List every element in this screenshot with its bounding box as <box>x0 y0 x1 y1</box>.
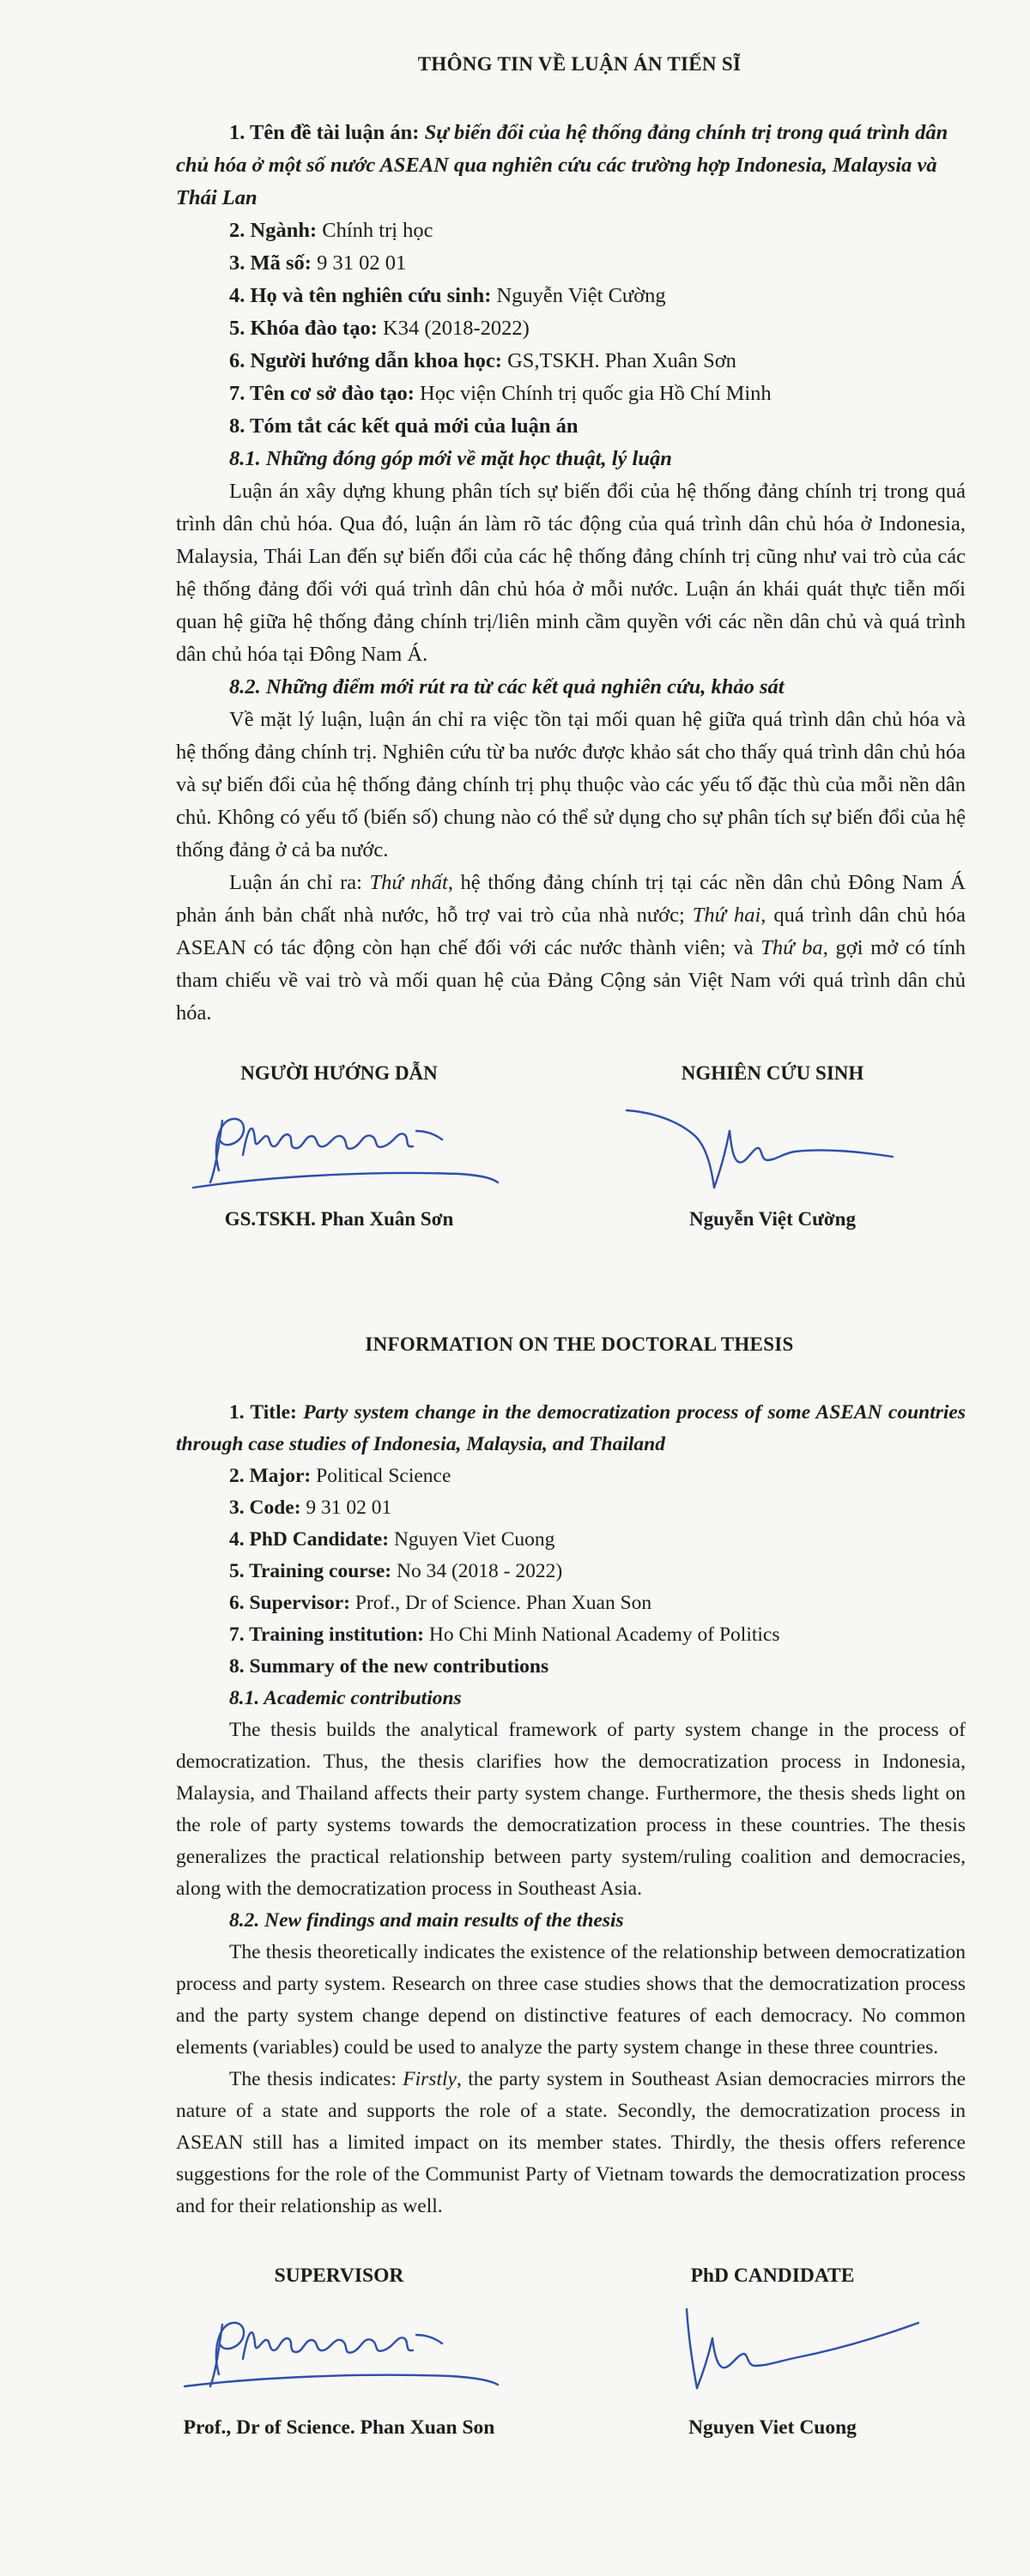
vn-supervisor-signature <box>159 1086 519 1206</box>
vn-item-course <box>176 312 966 345</box>
en-sub1-paragraph: The thesis builds the analytical framework of party system change in the process of democratization. Thus, the thesis clarifies how the democratization process in Indonesia, Malaysia, and Thailand affects their party system change. Furthermore, the thesis sheds light on the role of party systems towards the democratization process in these countries. The thesis generalizes the practical relationship between party system/ruling coalition and democracies, along with the democratization process in Southeast Asia. <box>176 1719 966 1900</box>
en-supervisor-signature <box>159 2292 519 2412</box>
en-sub2-heading-text: 8.2. New findings and main results of the thesis <box>229 1909 624 1932</box>
vn-sub1-heading-text: 8.1. Những đóng góp mới về mặt học thuật, lý luận <box>229 447 672 470</box>
vn-third-text: , gợi mở có tính tham chiếu về vai trò và mối quan hệ của Đảng Cộng sản Việt Nam với quá trình dân chủ hóa. <box>176 936 966 1025</box>
en-item-value: No 34 (2018 - 2022) <box>396 1560 563 1582</box>
en-sub2-paragraph: The thesis theoretically indicates the existence of the relationship between democratization process and party system. Research on three case studies shows that the democratization process and the party system change depend on distinctive features of each democracy. No common elements (variables) could be used to analyze the party system change in these three countries. <box>176 1941 966 2059</box>
vn-third-label: Thứ ba <box>760 936 823 959</box>
vn-item-institution <box>176 378 966 410</box>
vn-final-paragraph <box>176 867 966 1030</box>
vn-item-value: Nguyễn Việt Cường <box>496 284 666 307</box>
vn-signature-block <box>176 1061 966 1267</box>
candidate-signature-icon <box>592 1086 953 1206</box>
en-title: INFORMATION ON THE DOCTORAL THESIS <box>365 1333 794 1355</box>
vn-item-major <box>176 215 966 247</box>
vn-item-code <box>176 247 966 280</box>
en-supervisor-role: SUPERVISOR <box>274 2265 404 2287</box>
en-candidate-role: PhD CANDIDATE <box>690 2265 855 2287</box>
vn-item-value: K34 (2018-2022) <box>383 317 530 340</box>
en-sub1-heading-text: 8.1. Academic contributions <box>229 1687 462 1709</box>
vietnamese-section <box>176 0 966 1267</box>
en-summary-heading-text: 8. Summary of the new contributions <box>229 1655 549 1678</box>
vn-second-text: , quá trình dân chủ hóa ASEAN có tác động còn hạn chế đối với các nước thành viên; và <box>176 904 966 959</box>
supervisor-signature-icon <box>159 1086 519 1206</box>
vn-item-value: 9 31 02 01 <box>317 251 407 275</box>
en-supervisor-block <box>159 2260 519 2444</box>
en-item-value: Political Science <box>316 1465 451 1487</box>
vn-item-value: Học viện Chính trị quốc gia Hồ Chí Minh <box>420 382 772 405</box>
en-sub2-heading <box>176 1905 966 1937</box>
en-final-paragraph <box>176 2064 966 2222</box>
en-thesis-title <box>176 1397 966 1460</box>
vn-item-label: 6. Người hướng dẫn khoa học: <box>229 349 502 372</box>
en-candidate-name: Nguyen Viet Cuong <box>688 2416 857 2439</box>
en-item-institution <box>176 1619 966 1651</box>
en-first-label: Firstly <box>403 2068 457 2090</box>
en-item-label: 3. Code: <box>229 1497 301 1519</box>
vn-sub1-heading <box>176 443 966 475</box>
vn-item-label: 4. Họ và tên nghiên cứu sinh: <box>229 284 492 307</box>
en-item-value: 9 31 02 01 <box>306 1497 392 1519</box>
vn-candidate-name: Nguyễn Việt Cường <box>689 1208 856 1230</box>
vn-sub2-heading-text: 8.2. Những điểm mới rút ra từ các kết quả nghiên cứu, khảo sát <box>229 675 785 698</box>
en-sub1-heading <box>176 1683 966 1714</box>
en-item-value: Prof., Dr of Science. Phan Xuan Son <box>354 1592 652 1614</box>
en-item-major <box>176 1460 966 1492</box>
en-item-code <box>176 1492 966 1524</box>
en-item-candidate <box>176 1524 966 1556</box>
vn-summary-heading-text: 8. Tóm tắt các kết quả mới của luận án <box>229 414 579 438</box>
vn-candidate-role: NGHIÊN CỨU SINH <box>681 1062 864 1084</box>
vn-item-value: Chính trị học <box>322 219 433 242</box>
vn-sub2-heading <box>176 671 966 704</box>
english-section <box>176 1267 966 2466</box>
en-thesis-title-value: Party system change in the democratization process of some ASEAN countries through case studies of Indonesia, Malaysia, and Thailand <box>176 1401 966 1455</box>
vn-summary-heading <box>176 410 966 443</box>
vn-second-label: Thứ hai <box>692 904 761 927</box>
vn-item-label: 5. Khóa đào tạo: <box>229 317 378 340</box>
vn-item-supervisor <box>176 345 966 378</box>
vn-supervisor-role: NGƯỜI HƯỚNG DẪN <box>240 1062 438 1084</box>
vn-supervisor-block <box>159 1061 519 1232</box>
vn-first-text: , hệ thống đảng chính trị tại các nền dân chủ Đông Nam Á phản ánh bản chất nhà nước, hỗ trợ vai trò của nhà nước; <box>176 871 966 927</box>
en-item-label: 5. Training course: <box>229 1560 392 1582</box>
vn-thesis-title-value: Sự biến đổi của hệ thống đảng chính trị trong quá trình dân chủ hóa ở một số nước ASEAN qua nghiên cứu các trường hợp Indonesia, Malaysia và Thái Lan <box>176 121 948 209</box>
vn-item-label: 2. Ngành: <box>229 219 318 242</box>
vn-item-label: 7. Tên cơ sở đào tạo: <box>229 382 415 405</box>
en-summary-heading <box>176 1651 966 1683</box>
vn-final-intro: Luận án chỉ ra: <box>229 871 362 894</box>
supervisor-signature-icon <box>159 2292 519 2412</box>
vn-supervisor-name: GS.TSKH. Phan Xuân Sơn <box>224 1208 454 1230</box>
en-signature-block <box>176 2260 966 2466</box>
candidate-signature-icon <box>592 2292 953 2412</box>
vn-item-candidate <box>176 280 966 312</box>
vn-item-value: GS,TSKH. Phan Xuân Sơn <box>507 349 736 372</box>
en-item-label: 7. Training institution: <box>229 1624 425 1646</box>
en-item-course <box>176 1556 966 1587</box>
en-item-value: Ho Chi Minh National Academy of Politics <box>428 1624 780 1646</box>
en-item-supervisor <box>176 1587 966 1619</box>
vn-thesis-title <box>176 117 966 215</box>
en-item-value: Nguyen Viet Cuong <box>393 1528 555 1551</box>
vn-sub2-paragraph: Về mặt lý luận, luận án chỉ ra việc tồn tại mối quan hệ giữa quá trình dân chủ hóa và hệ thống đảng chính trị. Nghiên cứu từ ba nước được khảo sát cho thấy quá trình dân chủ hóa và sự biến đổi của hệ thống đảng chính trị phụ thuộc vào các yếu tố đặc thù của mỗi nền dân chủ. Không có yếu tố (biến số) chung nào có thể sử dụng cho sự phân tích sự biến đổi của hệ thống đảng ở cả ba nước. <box>176 708 966 862</box>
en-candidate-signature <box>592 2292 953 2412</box>
vn-candidate-signature <box>592 1086 953 1206</box>
en-item-label: 2. Major: <box>229 1465 312 1487</box>
en-item-label: 4. PhD Candidate: <box>229 1528 390 1551</box>
vn-item-label: 3. Mã số: <box>229 251 312 275</box>
vn-sub1-paragraph: Luận án xây dựng khung phân tích sự biến đổi của hệ thống đảng chính trị trong quá trình dân chủ hóa. Qua đó, luận án làm rõ tác động của quá trình dân chủ hóa ở Indonesia, Malaysia, Thái Lan đến sự biến đổi của các hệ thống đảng chính trị cũng như vai trò của các hệ thống đảng đối với quá trình dân chủ hóa ở mỗi nước. Luận án khái quát thực tiễn mối quan hệ giữa hệ thống đảng chính trị/liên minh cầm quyền với các nền dân chủ và quá trình dân chủ hóa tại Đông Nam Á. <box>176 480 966 666</box>
en-supervisor-name: Prof., Dr of Science. Phan Xuan Son <box>183 2416 495 2439</box>
vn-thesis-title-label: 1. Tên đề tài luận án: <box>229 121 420 144</box>
vn-candidate-block <box>592 1061 953 1232</box>
en-final-intro: The thesis indicates: <box>229 2068 397 2090</box>
vn-first-label: Thứ nhất <box>369 871 448 894</box>
en-thesis-title-label: 1. Title: <box>229 1401 297 1424</box>
vn-title: THÔNG TIN VỀ LUẬN ÁN TIẾN SĨ <box>417 53 742 75</box>
en-candidate-block <box>592 2260 953 2444</box>
en-final-rest: , the party system in Southeast Asian democracies mirrors the nature of a state and supports the role of a state. Secondly, the democratization process in ASEAN still has a limited impact on its member states. Thirdly, the thesis offers reference suggestions for the role of the Communist Party of Vietnam towards the democratization process and for their relationship as well. <box>176 2068 966 2217</box>
en-item-label: 6. Supervisor: <box>229 1592 350 1614</box>
